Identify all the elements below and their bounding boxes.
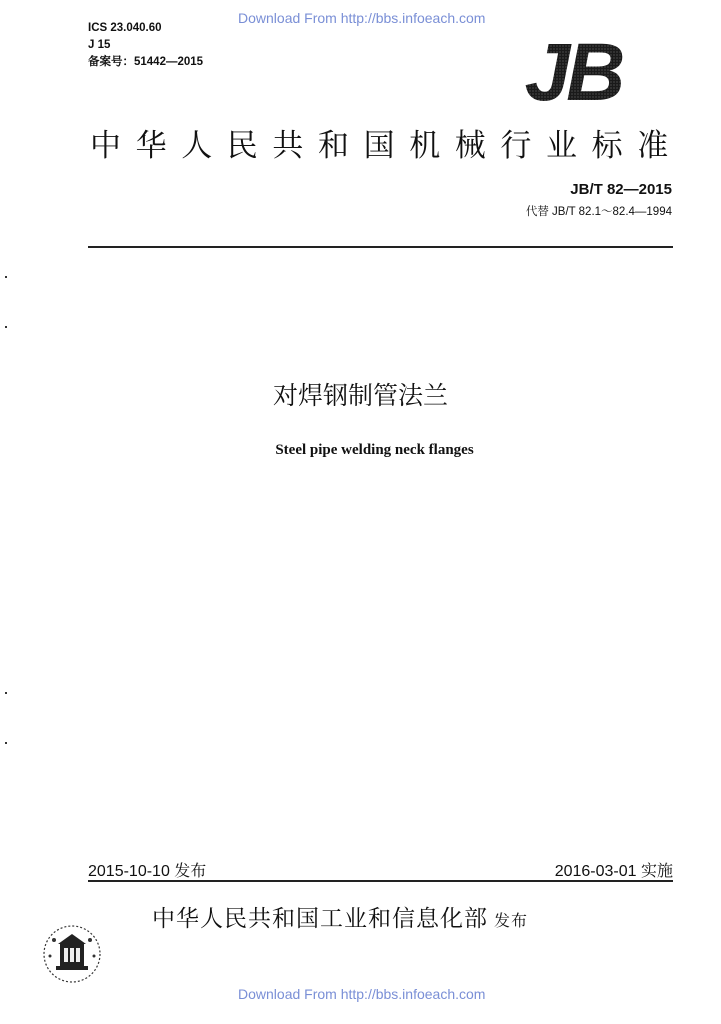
scan-mark — [5, 692, 7, 694]
scan-mark — [5, 276, 7, 278]
footer-divider — [88, 880, 673, 882]
ics-code: ICS 23.040.60 — [88, 22, 162, 34]
standard-code: JB/T 82—2015 — [570, 181, 672, 198]
record-number: 备案号：51442—2015 — [88, 56, 204, 68]
issuer-line — [152, 900, 528, 933]
meta-block — [88, 20, 203, 71]
document-title-en: Steel pipe welding neck flanges — [275, 442, 474, 458]
issuer-verb: 发布 — [494, 911, 529, 930]
logo-text: JB — [524, 30, 622, 106]
watermark-bottom: Download From http://bbs.infoeach.com — [238, 986, 486, 1002]
issue-date: 2015-10-10 发布 — [88, 863, 207, 880]
scan-mark — [5, 326, 7, 328]
scan-mark — [5, 742, 7, 744]
ministry-emblem-icon — [40, 922, 104, 986]
jb-logo — [508, 30, 638, 106]
standard-organization: 中华人民共和国机械行业标准 — [90, 128, 683, 164]
classification-code: J 15 — [88, 39, 111, 51]
effective-date: 2016-03-01 实施 — [554, 863, 673, 880]
header-divider — [88, 246, 673, 248]
issuer-name: 中华人民共和国工业和信息化部 — [152, 906, 488, 932]
document-title-zh: 对焊钢制管法兰 — [272, 381, 448, 410]
replaces-note: 代替 JB/T 82.1～82.4—1994 — [525, 206, 672, 218]
watermark-top: Download From http://bbs.infoeach.com — [238, 10, 486, 26]
